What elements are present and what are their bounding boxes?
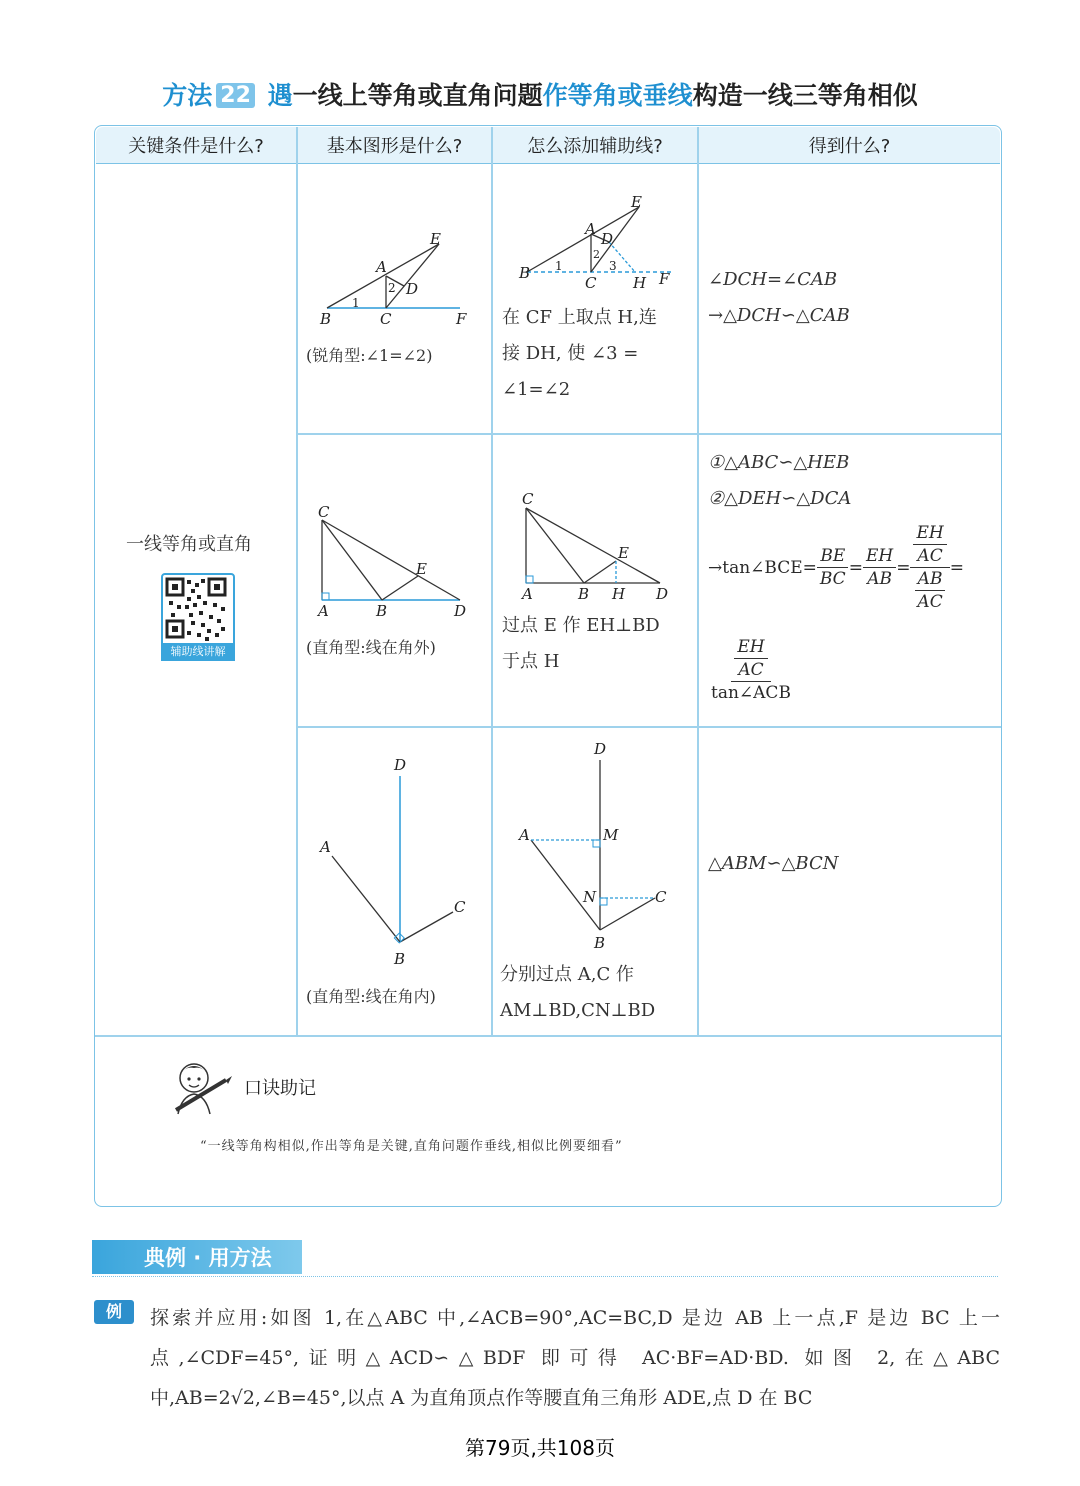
row1-result-text (708, 262, 850, 334)
example-badge: 例 (94, 1300, 134, 1324)
svg-text:C: C (454, 898, 466, 916)
row1-caption: (锐角型:∠1=∠2) (306, 346, 433, 365)
row2-aux-line2: 于点 H (502, 651, 560, 672)
header-key-condition: 关键条件是什么? (96, 127, 296, 164)
section-title: 典例 · 用方法 (92, 1240, 302, 1274)
svg-text:B: B (376, 602, 388, 620)
svg-text:D: D (594, 740, 607, 758)
row2-result-line1: ①△ABC∽△HEB (708, 452, 850, 473)
column-divider (697, 127, 699, 1035)
mnemonic-text: “一线等角构相似,作出等角是关键,直角问题作垂线,相似比例要细看” (200, 1139, 623, 1154)
svg-text:B: B (594, 934, 606, 952)
svg-text:H: H (612, 585, 626, 603)
row-divider (296, 433, 1001, 435)
svg-text:1: 1 (352, 296, 360, 310)
svg-text:N: N (583, 888, 597, 906)
title-part4: 构造一线三等角相似 (692, 81, 918, 110)
svg-text:1: 1 (555, 259, 563, 273)
fraction-eh-ab: $\frac{EH}{AB}$ (863, 545, 896, 590)
svg-text:B: B (394, 950, 406, 968)
svg-text:E: E (416, 560, 427, 578)
fraction-compound: $\frac{\frac{EH}{AC}}{\frac{AB}{AC}}$ (910, 522, 949, 613)
svg-text:2: 2 (593, 248, 600, 261)
figure-right-inside-aux (505, 738, 685, 953)
header-basic-figure: 基本图形是什么? (298, 127, 491, 164)
row-divider (296, 726, 1001, 728)
row3-result-text: △ABM∽△BCN (708, 853, 839, 874)
column-divider (491, 127, 493, 1035)
svg-text:A: A (522, 585, 533, 603)
tan-prefix: →tan∠BCE= (708, 557, 817, 578)
row-divider (95, 1035, 1001, 1037)
svg-text:D: D (394, 756, 407, 774)
svg-text:D: D (454, 602, 467, 620)
svg-text:B: B (578, 585, 590, 603)
section-divider (92, 1276, 998, 1277)
figure-right-outside-aux (510, 488, 685, 603)
svg-text:B: B (519, 264, 531, 282)
figure-acute-type (310, 228, 480, 328)
svg-text:E: E (631, 193, 642, 211)
row1-result-line2: →△DCH∽△CAB (708, 305, 850, 326)
svg-text:A: A (320, 838, 331, 856)
mnemonic-title: 口诀助记 (244, 1078, 316, 1099)
title-part2: 一线上等角或直角问题 (292, 81, 543, 110)
svg-text:D: D (601, 230, 614, 248)
svg-text:A: A (519, 826, 530, 844)
svg-text:C: C (318, 503, 330, 521)
row1-aux-line3: ∠1=∠2 (502, 379, 571, 400)
svg-text:E: E (618, 544, 629, 562)
row1-aux-line2: 接 DH, 使 ∠3 = (502, 343, 639, 364)
row2-result-text (708, 445, 851, 517)
row1-result-line1: ∠DCH=∠CAB (708, 269, 838, 290)
row3-aux-text (500, 957, 692, 1029)
qr-code[interactable] (161, 573, 235, 649)
header-aux-line: 怎么添加辅助线? (493, 127, 697, 164)
tan-final-fraction: $\frac{\frac{EH}{AC}}{\text{tan∠ACB}}$ (708, 636, 794, 704)
method-number: 22 (216, 83, 255, 108)
svg-text:M: M (603, 826, 619, 844)
figure-right-inside (310, 752, 480, 972)
row1-aux-line1: 在 CF 上取点 H,连 (502, 307, 657, 328)
key-condition-text: 一线等角或直角 (126, 534, 252, 555)
tan-equation: →tan∠BCE= $\frac{BE}{BC}$ = $\frac{EH}{AB}$ = $\frac{\frac{EH}{AC}}{\frac{AB}{AC}}$ = (708, 523, 964, 612)
figure-right-outside (310, 500, 480, 625)
row2-caption: (直角型:线在角外) (306, 638, 436, 657)
svg-text:E: E (430, 230, 441, 248)
svg-text:D: D (406, 280, 419, 298)
svg-text:3: 3 (609, 259, 617, 273)
row1-aux-text (502, 300, 692, 408)
svg-text:C: C (380, 310, 392, 328)
svg-text:A: A (376, 258, 387, 276)
row2-aux-text (502, 608, 692, 680)
qr-label: 辅助线讲解 (161, 643, 235, 661)
example-text: 探索并应用:如图 1,在△ABC 中,∠ACB=90°,AC=BC,D 是边 AB 上一点,F 是边 BC 上一点,∠CDF=45°,证明△ACD∽△BDF 即可得 AC·BF=AD·BD. 如图 2,在△ABC 中,AB=2√2,∠B=45°,以点 A 为直角顶点作等腰直角三角形 ADE,点 D 在 BC (150, 1307, 1000, 1409)
tan-denominator: tan∠ACB (711, 683, 791, 703)
svg-text:D: D (656, 585, 669, 603)
svg-text:F: F (659, 270, 670, 288)
page-title (0, 76, 1080, 112)
figure-acute-aux (505, 192, 685, 292)
row2-result-line2: ②△DEH∽△DCA (708, 488, 852, 509)
title-part1: 遇 (267, 81, 293, 110)
svg-text:2: 2 (388, 281, 396, 295)
column-divider (296, 127, 298, 1035)
title-part3: 作等角或垂线 (542, 81, 693, 110)
page-footer: 第79页,共108页 (465, 1436, 615, 1460)
fraction-be-bc: $\frac{BE}{BC}$ (817, 545, 849, 590)
header-result: 得到什么? (699, 127, 1000, 164)
svg-text:A: A (318, 602, 329, 620)
svg-text:C: C (655, 888, 667, 906)
student-mascot-icon (168, 1058, 232, 1118)
row2-aux-line1: 过点 E 作 EH⊥BD (502, 615, 660, 636)
svg-text:C: C (585, 274, 597, 292)
row3-aux-line2: AM⊥BD,CN⊥BD (500, 1000, 656, 1021)
svg-text:H: H (633, 274, 647, 292)
row3-aux-line1: 分别过点 A,C 作 (500, 964, 634, 985)
svg-text:C: C (522, 490, 534, 508)
method-label: 方法 (162, 81, 213, 110)
svg-text:B: B (320, 310, 332, 328)
svg-text:F: F (456, 310, 467, 328)
qr-pattern-icon (163, 575, 229, 643)
row3-caption: (直角型:线在角内) (306, 987, 436, 1006)
svg-text:A: A (585, 220, 596, 238)
